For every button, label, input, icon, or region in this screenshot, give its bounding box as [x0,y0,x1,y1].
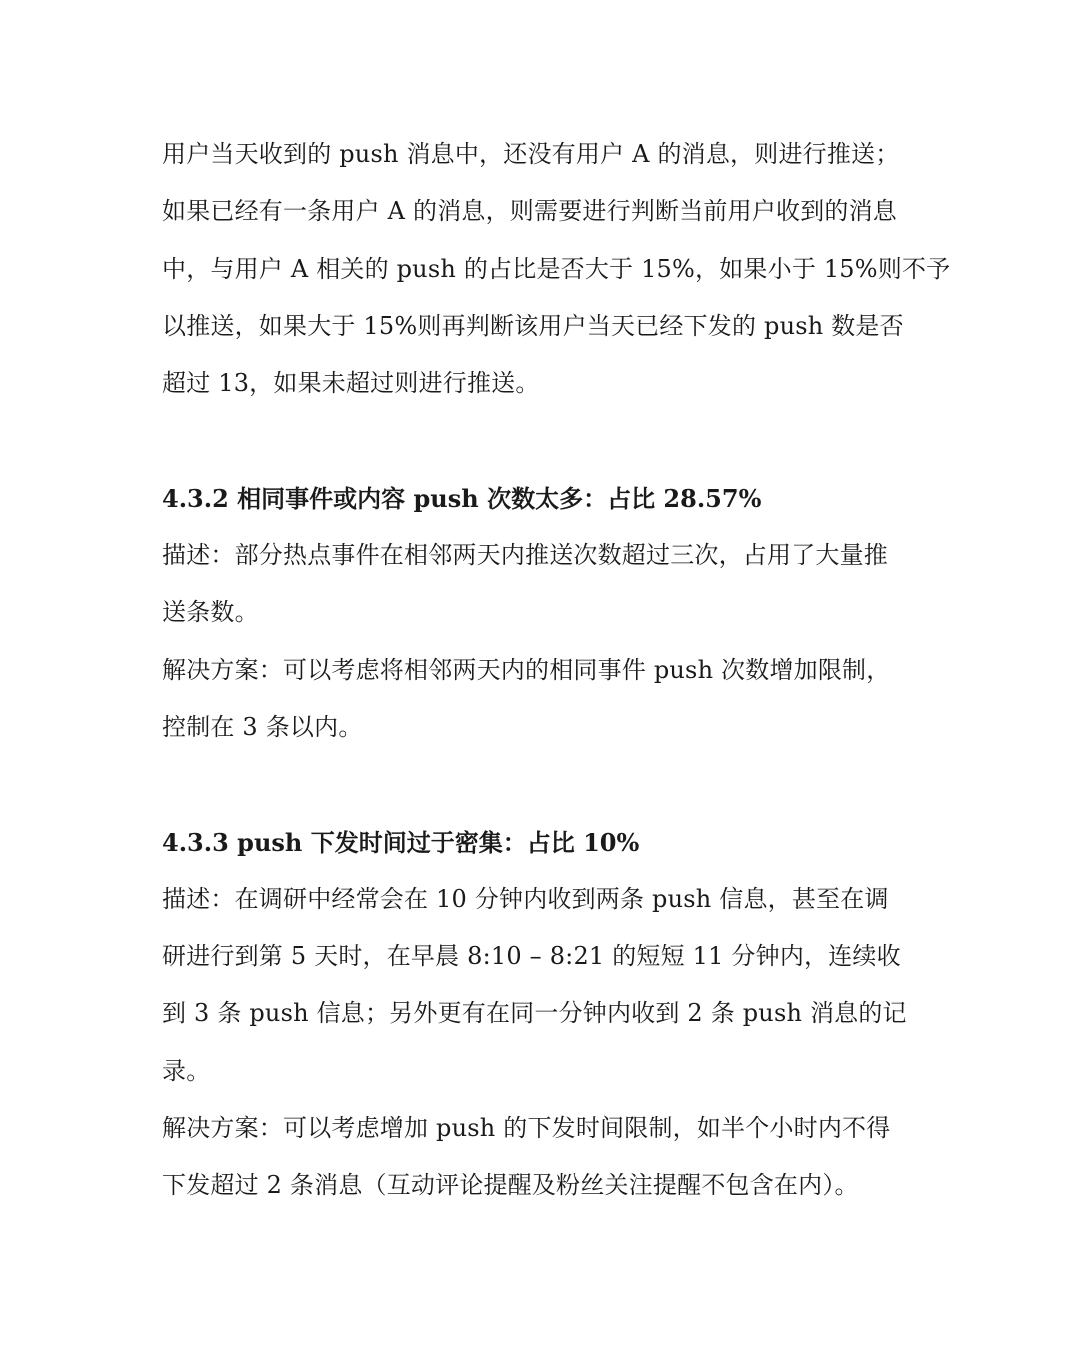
section-4-3-2 [162,470,922,756]
text-line: 以推送，如果大于 15%则再判断该用户当天已经下发的 push 数是否 [162,311,904,340]
section-4-3-3 [162,814,922,1215]
text-line: 送条数。 [162,598,259,627]
text-line: 超过 13，如果未超过则进行推送。 [162,369,540,398]
text-line: 用户当天收到的 push 消息中，还没有用户 A 的消息，则进行推送； [162,140,900,168]
text-line: 解决方案：可以考虑将相邻两天内的相同事件 push 次数增加限制， [162,655,891,684]
text-line: 中，与用户 A 相关的 push 的占比是否大于 15%，如果小于 15%则不予 [162,254,951,283]
text-line: 描述：在调研中经常会在 10 分钟内收到两条 push 信息，甚至在调 [162,884,889,913]
section-heading: 4.3.2 相同事件或内容 push 次数太多：占比 28.57% [162,483,762,513]
section-heading: 4.3.3 push 下发时间过于密集：占比 10% [162,827,640,857]
text-line: 控制在 3 条以内。 [162,712,363,741]
text-line: 到 3 条 push 信息；另外更有在同一分钟内收到 2 条 push 消息的记 [162,999,907,1028]
text-line: 录。 [162,1056,211,1085]
document-page [162,126,951,1215]
text-line: 解决方案：可以考虑增加 push 的下发时间限制，如半个小时内不得 [162,1114,891,1143]
text-line: 描述：部分热点事件在相邻两天内推送次数超过三次，占用了大量推 [162,541,888,570]
text-line: 研进行到第 5 天时，在早晨 8:10 – 8:21 的短短 11 分钟内，连续收 [162,942,901,971]
paragraph-gap [162,412,922,469]
paragraph-gap [162,756,922,813]
text-line: 如果已经有一条用户 A 的消息，则需要进行判断当前用户收到的消息 [162,197,897,226]
intro-paragraph [162,126,951,412]
text-line: 下发超过 2 条消息（互动评论提醒及粉丝关注提醒不包含在内）。 [162,1171,859,1200]
